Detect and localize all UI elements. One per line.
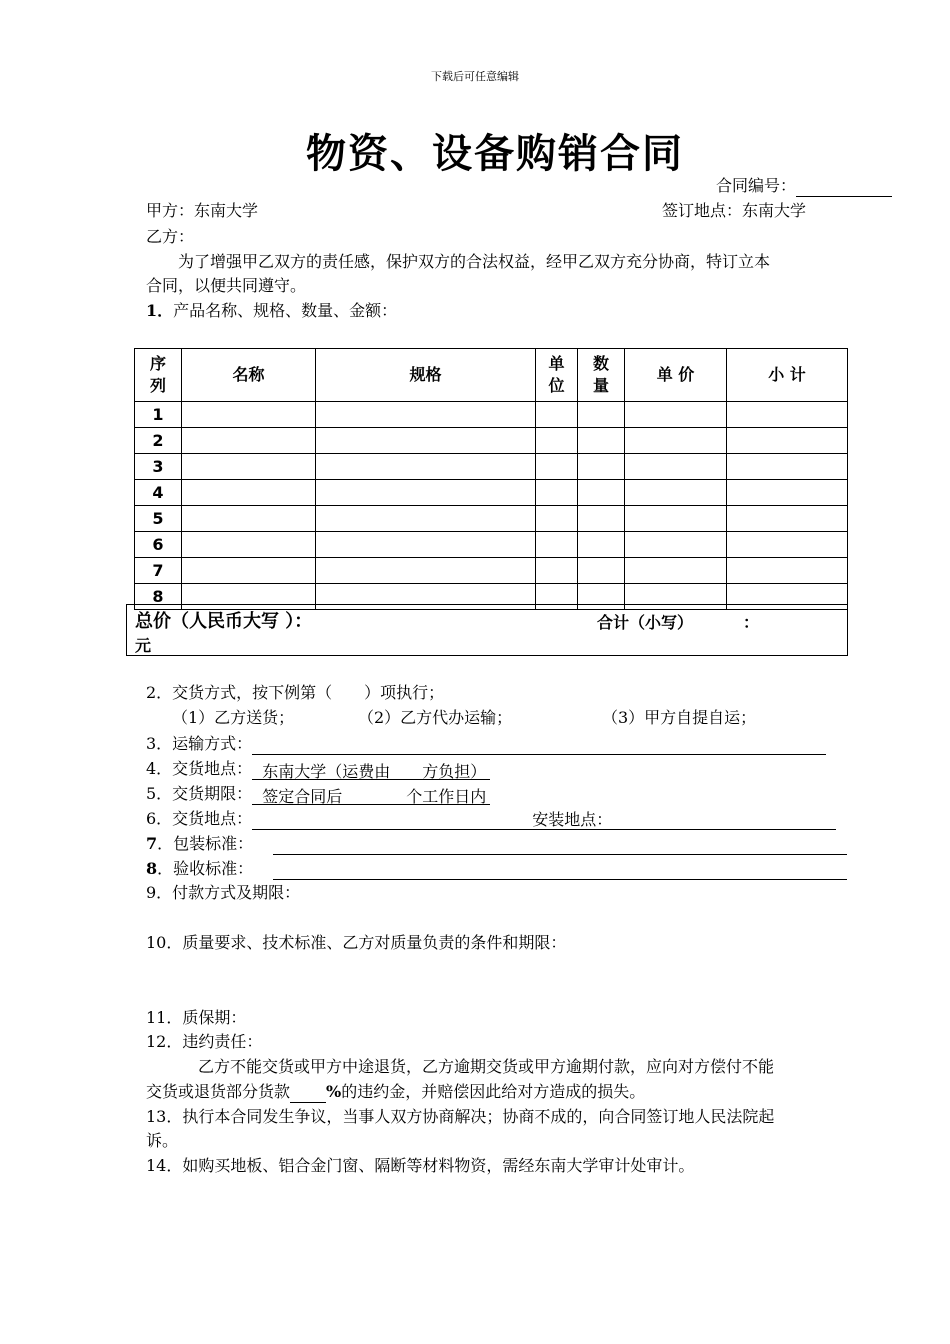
delivery-place-label: 4．交货地点： <box>146 759 253 778</box>
section-1-text: 产品名称、规格、数量、金额： <box>173 301 398 320</box>
penalty-percent-field[interactable] <box>290 1084 326 1103</box>
row-number: 8 <box>135 584 182 610</box>
transport-label: 3．运输方式： <box>146 734 253 753</box>
table-row <box>135 558 848 584</box>
cell-unit[interactable] <box>536 532 578 558</box>
penalty-text-a: 交货或退货部分货款 <box>146 1082 291 1101</box>
contract-no-label: 合同编号： <box>716 176 797 195</box>
total-sum-label: 合计（小写） <box>597 613 694 632</box>
total-price-label: 总价（人民币大写 ）： <box>135 611 313 632</box>
section-1-number: 1． <box>146 301 174 320</box>
page-header: 下载后可任意编辑 <box>431 70 519 83</box>
cell-price[interactable] <box>625 454 727 480</box>
cell-subtotal[interactable] <box>727 480 848 506</box>
table-row <box>135 454 848 480</box>
cell-spec[interactable] <box>316 402 536 428</box>
cell-name[interactable] <box>182 506 316 532</box>
section-13-line-1: 13．执行本合同发生争议，当事人双方协商解决；协商不成的，向合同签订地人民法院起 <box>146 1107 775 1126</box>
install-place-label: 安装地点： <box>532 810 613 829</box>
cell-price[interactable] <box>625 506 727 532</box>
penalty-text-b: 的违约金，并赔偿因此给对方造成的损失。 <box>341 1082 646 1101</box>
cell-spec[interactable] <box>316 506 536 532</box>
cell-unit[interactable] <box>536 480 578 506</box>
row-number: 7 <box>135 558 182 584</box>
cell-spec[interactable] <box>316 428 536 454</box>
delivery-option-3: （3）甲方自提自运； <box>602 708 757 727</box>
penalty-line-2 <box>146 1081 645 1103</box>
col-subtotal: 小 计 <box>727 349 848 402</box>
section-5 <box>146 783 490 805</box>
cell-spec[interactable] <box>316 558 536 584</box>
delivery-term-field[interactable]: 签定合同后 个工作日内 <box>252 786 490 805</box>
cell-subtotal[interactable] <box>727 506 848 532</box>
section-7 <box>146 833 847 855</box>
packaging-field[interactable] <box>273 836 847 855</box>
cell-qty[interactable] <box>578 506 625 532</box>
product-table <box>134 348 848 610</box>
cell-price[interactable] <box>625 428 727 454</box>
cell-unit[interactable] <box>536 402 578 428</box>
row-number: 2 <box>135 428 182 454</box>
document-title: 物资、设备购销合同 <box>306 131 684 177</box>
section-14: 14．如购买地板、铝合金门窗、隔断等材料物资，需经东南大学审计处审计。 <box>146 1156 695 1175</box>
cell-qty[interactable] <box>578 558 625 584</box>
cell-subtotal[interactable] <box>727 532 848 558</box>
acceptance-label: ．验收标准： <box>157 859 254 878</box>
cell-subtotal[interactable] <box>727 428 848 454</box>
table-row <box>135 480 848 506</box>
section-10: 10．质量要求、技术标准、乙方对质量负责的条件和期限： <box>146 933 567 952</box>
cell-unit[interactable] <box>536 558 578 584</box>
row-number: 4 <box>135 480 182 506</box>
section-9: 9．付款方式及期限： <box>146 883 301 902</box>
cell-qty[interactable] <box>578 454 625 480</box>
cell-qty[interactable] <box>578 402 625 428</box>
delivery-place-2-field[interactable] <box>252 811 836 830</box>
cell-qty[interactable] <box>578 480 625 506</box>
col-price: 单 价 <box>625 349 727 402</box>
cell-unit[interactable] <box>536 454 578 480</box>
row-number: 1 <box>135 402 182 428</box>
cell-spec[interactable] <box>316 532 536 558</box>
col-qty: 数 量 <box>578 349 625 402</box>
delivery-place-2-label: 6．交货地点： <box>146 809 253 828</box>
table-row <box>135 402 848 428</box>
row-number: 6 <box>135 532 182 558</box>
cell-name[interactable] <box>182 454 316 480</box>
contract-no-field[interactable] <box>796 178 892 197</box>
packaging-label: ．包装标准： <box>157 834 254 853</box>
cell-name[interactable] <box>182 480 316 506</box>
cell-spec[interactable] <box>316 454 536 480</box>
cell-price[interactable] <box>625 558 727 584</box>
party-a: 甲方：东南大学 <box>146 201 259 220</box>
cell-unit[interactable] <box>536 506 578 532</box>
cell-qty[interactable] <box>578 428 625 454</box>
col-name: 名称 <box>182 349 316 402</box>
section-11: 11．质保期： <box>146 1008 247 1027</box>
cell-subtotal[interactable] <box>727 454 848 480</box>
cell-name[interactable] <box>182 532 316 558</box>
row-number: 3 <box>135 454 182 480</box>
section-3 <box>146 733 826 755</box>
cell-unit[interactable] <box>536 428 578 454</box>
transport-field[interactable] <box>252 736 826 755</box>
delivery-place-field[interactable]: 东南大学（运费由 方负担） <box>252 761 490 780</box>
section-12: 12．违约责任： <box>146 1032 263 1051</box>
cell-spec[interactable] <box>316 480 536 506</box>
cell-price[interactable] <box>625 480 727 506</box>
total-yuan: 元 <box>135 636 152 655</box>
contract-no-row <box>716 175 892 197</box>
intro-line-1: 为了增强甲乙双方的责任感，保护双方的合法权益，经甲乙双方充分协商，特订立本 <box>178 252 771 271</box>
section-8 <box>146 858 847 880</box>
cell-name[interactable] <box>182 558 316 584</box>
col-seq: 序 列 <box>135 349 182 402</box>
table-row <box>135 428 848 454</box>
acceptance-field[interactable] <box>273 861 847 880</box>
penalty-percent-sign: % <box>326 1082 342 1101</box>
section-8-number: 8 <box>146 859 158 878</box>
total-price-box <box>126 604 848 656</box>
penalty-line-1: 乙方不能交货或甲方中途退货，乙方逾期交货或甲方逾期付款，应向对方偿付不能 <box>198 1057 775 1076</box>
cell-name[interactable] <box>182 428 316 454</box>
table-header-row <box>135 349 848 402</box>
section-2: 2．交货方式，按下例第（ ）项执行； <box>146 683 445 702</box>
delivery-term-label: 5．交货期限： <box>146 784 253 803</box>
col-spec: 规格 <box>316 349 536 402</box>
cell-qty[interactable] <box>578 532 625 558</box>
section-1-heading <box>146 300 397 322</box>
intro-line-2: 合同，以便共同遵守。 <box>146 276 307 295</box>
cell-name[interactable] <box>182 402 316 428</box>
row-number: 5 <box>135 506 182 532</box>
section-4 <box>146 758 490 780</box>
section-13-line-2: 诉。 <box>146 1131 179 1150</box>
delivery-option-2: （2）乙方代办运输； <box>358 708 513 727</box>
delivery-option-1: （1）乙方送货； <box>172 708 295 727</box>
table-row <box>135 532 848 558</box>
cell-subtotal[interactable] <box>727 402 848 428</box>
section-6 <box>146 808 836 830</box>
total-sum-colon: ： <box>743 613 760 632</box>
table-row <box>135 506 848 532</box>
cell-price[interactable] <box>625 402 727 428</box>
sign-place: 签订地点：东南大学 <box>662 201 807 220</box>
party-b: 乙方： <box>146 227 195 246</box>
cell-subtotal[interactable] <box>727 558 848 584</box>
cell-price[interactable] <box>625 532 727 558</box>
section-7-number: 7 <box>146 834 158 853</box>
col-unit: 单 位 <box>536 349 578 402</box>
